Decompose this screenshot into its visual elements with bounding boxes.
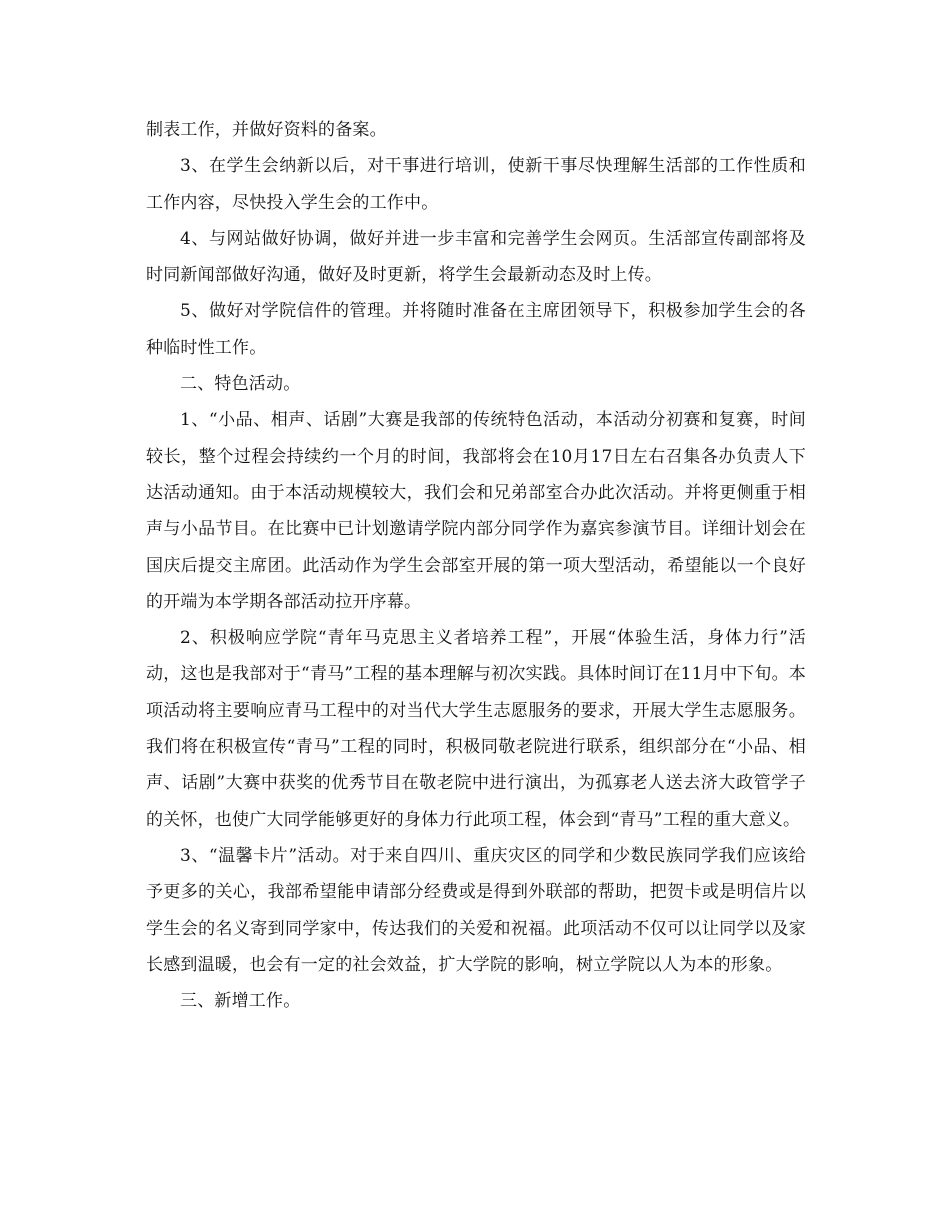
document-body [146, 112, 806, 1019]
paragraph-activity-2: 2、积极响应学院“青年马克思主义者培养工程”，开展“体验生活，身体力行”活动，这也是我部对于“青马”工程的基本理解与初次实践。具体时间订在11月中下旬。本项活动将主要响应青马工程中的对当代大学生志愿服务的要求，开展大学生志愿服务。我们将在积极宣传“青马”工程的同时，积极同敬老院进行联系，组织部分在“小品、相声、话剧”大赛中获奖的优秀节目在敬老院中进行演出，为孤寡老人送去济大政管学子的关怀，也使广大同学能够更好的身体力行此项工程，体会到“青马”工程的重大意义。 [146, 628, 806, 830]
paragraph-item-5: 5、做好对学院信件的管理。并将随时准备在主席团领导下，积极参加学生会的各种临时性工作。 [146, 301, 806, 358]
paragraph-activity-1: 1、“小品、相声、话剧”大赛是我部的传统特色活动，本活动分初赛和复赛，时间较长，整个过程会持续约一个月的时间，我部将会在10月17日左右召集各办负责人下达活动通知。由于本活动规模较大，我们会和兄弟部室合办此次活动。并将更侧重于相声与小品节目。在比赛中已计划邀请学院内部分同学作为嘉宾参演节目。详细计划会在国庆后提交主席团。此活动作为学生会部室开展的第一项大型活动，希望能以一个良好的开端为本学期各部活动拉开序幕。 [146, 410, 806, 612]
section-heading-featured-activities: 二、特色活动。 [180, 374, 301, 395]
paragraph-item-4: 4、与网站做好协调，做好并进一步丰富和完善学生会网页。生活部宣传副部将及时同新闻部做好沟通，做好及时更新，将学生会最新动态及时上传。 [146, 228, 806, 286]
paragraph-activity-3: 3、“温馨卡片”活动。对于来自四川、重庆灾区的同学和少数民族同学我们应该给予更多的关心，我部希望能申请部分经费或是得到外联部的帮助，把贺卡或是明信片以学生会的名义寄到同学家中，传达我们的关爱和祝福。此项活动不仅可以让同学以及家长感到温暖，也会有一定的社会效益，扩大学院的影响，树立学院以人为本的形象。 [146, 845, 806, 975]
paragraph-continuation: 制表工作，并做好资料的备案。 [146, 120, 387, 140]
section-heading-new-work: 三、新增工作。 [180, 991, 301, 1012]
paragraph-item-3: 3、在学生会纳新以后，对干事进行培训，使新干事尽快理解生活部的工作性质和工作内容，尽快投入学生会的工作中。 [146, 156, 806, 213]
